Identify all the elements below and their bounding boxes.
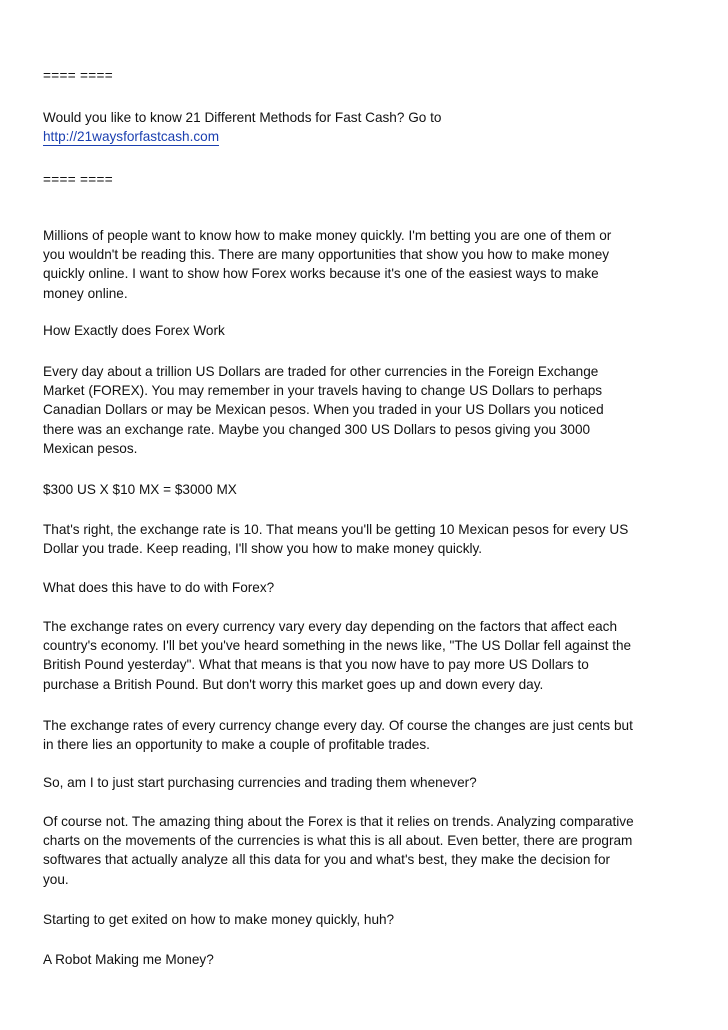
text-line: Dollar you trade. Keep reading, I'll show you how to make money quickly. — [43, 541, 483, 557]
text-line: Market (FOREX). You may remember in your travels having to change US Dollars to perhaps — [43, 383, 603, 399]
text-line: Millions of people want to know how to make money quickly. I'm betting you are one of them or — [43, 228, 612, 243]
text-line: country's economy. I'll bet you've heard something in the news like, "The US Dollar fell against the — [43, 638, 632, 654]
paragraph-trends — [43, 812, 688, 889]
promo-link[interactable]: http://21waysforfastcash.com — [43, 129, 220, 145]
text-line: That's right, the exchange rate is 10. That means you'll be getting 10 Mexican pesos for every US — [43, 522, 629, 537]
question-exited: Starting to get exited on how to make money quickly, huh? — [43, 912, 395, 927]
text-line: in there lies an opportunity to make a couple of profitable trades. — [43, 737, 430, 753]
text-line: Mexican pesos. — [43, 440, 138, 456]
separator-top: ==== ==== — [43, 68, 113, 83]
separator-bottom: ==== ==== — [43, 172, 113, 187]
text-line: charts on the movements of the currencies is what this is all about. Even better, there are program — [43, 833, 633, 849]
text-line: there was an exchange rate. Maybe you changed 300 US Dollars to pesos giving you 3000 — [43, 421, 591, 437]
paragraph-intro — [43, 226, 688, 303]
question-forex: What does this have to do with Forex? — [43, 580, 275, 595]
text-line: purchase a British Pound. But don't worry this market goes up and down every day. — [43, 676, 544, 692]
text-line: you. — [43, 871, 69, 887]
paragraph-rates-vary — [43, 617, 688, 694]
paragraph-rates-change — [43, 716, 688, 754]
paragraph-trillion — [43, 362, 688, 458]
text-line: money online. — [43, 285, 128, 301]
heading-how-forex-works: How Exactly does Forex Work — [43, 323, 225, 338]
text-line: Every day about a trillion US Dollars are traded for other currencies in the Foreign Exchange — [43, 364, 599, 379]
text-line: quickly online. I want to show how Forex works because it's one of the easiest ways to make — [43, 266, 599, 282]
promo-text: Would you like to know 21 Different Methods for Fast Cash? Go to — [43, 110, 442, 125]
text-line: The exchange rates of every currency change every day. Of course the changes are just cents but — [43, 718, 633, 733]
text-line: softwares that actually analyze all this data for you and what's best, they make the decision for — [43, 852, 611, 868]
text-line: The exchange rates on every currency vary every day depending on the factors that affect each — [43, 619, 618, 634]
paragraph-exchange-rate — [43, 520, 688, 558]
question-start-purchasing: So, am I to just start purchasing currencies and trading them whenever? — [43, 775, 477, 790]
text-line: Of course not. The amazing thing about the Forex is that it relies on trends. Analyzing comparative — [43, 814, 634, 829]
heading-robot: A Robot Making me Money? — [43, 952, 214, 967]
text-line: Canadian Dollars or may be Mexican pesos. When you traded in your US Dollars you noticed — [43, 402, 604, 418]
text-line: you wouldn't be reading this. There are many opportunities that show you how to make money — [43, 247, 610, 263]
promo-block — [43, 108, 688, 146]
equation: $300 US X $10 MX = $3000 MX — [43, 482, 237, 497]
text-line: British Pound yesterday". What that means is that you now have to pay more US Dollars to — [43, 657, 589, 673]
